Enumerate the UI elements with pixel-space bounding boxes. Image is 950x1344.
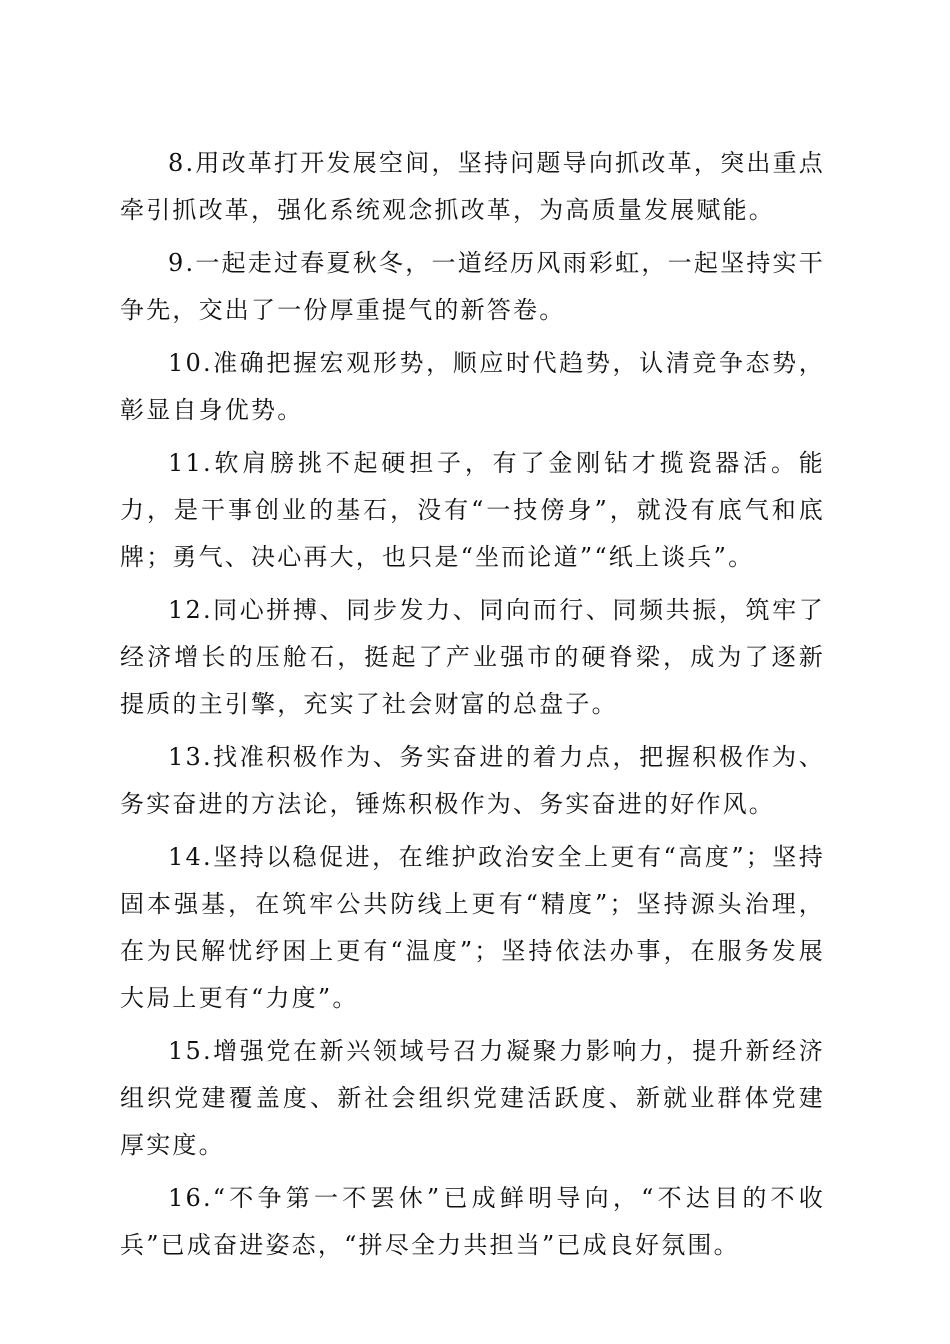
paragraph-11: 11.软肩膀挑不起硬担子，有了金刚钻才揽瓷器活。能力，是干事创业的基石，没有“一技傍身”，就没有底气和底牌；勇气、决心再大，也只是“坐而论道”“纸上谈兵”。 bbox=[120, 449, 825, 571]
paragraph-12: 12.同心拼搏、同步发力、同向而行、同频共振，筑牢了经济增长的压舱石，挺起了产业强市的硬脊梁，成为了逐新提质的主引擎，充实了社会财富的总盘子。 bbox=[120, 596, 825, 718]
paragraph-8: 8.用改革打开发展空间，坚持问题导向抓改革，突出重点牵引抓改革，强化系统观念抓改革，为高质量发展赋能。 bbox=[120, 149, 825, 224]
paragraph-16: 16.“不争第一不罢休”已成鲜明导向，“不达目的不收兵”已成奋进姿态，“拼尽全力共担当”已成良好氛围。 bbox=[120, 1184, 825, 1259]
paragraph-14: 14.坚持以稳促进，在维护政治安全上更有“高度”；坚持固本强基，在筑牢公共防线上更有“精度”；坚持源头治理，在为民解忧纾困上更有“温度”；坚持依法办事，在服务发展大局上更有“力度”。 bbox=[120, 843, 825, 1012]
paragraph-9: 9.一起走过春夏秋冬，一道经历风雨彩虹，一起坚持实干争先，交出了一份厚重提气的新答卷。 bbox=[120, 249, 825, 324]
paragraph-15: 15.增强党在新兴领域号召力凝聚力影响力，提升新经济组织党建覆盖度、新社会组织党建活跃度、新就业群体党建厚实度。 bbox=[120, 1037, 825, 1159]
document-body bbox=[120, 140, 825, 1275]
paragraph-10: 10.准确把握宏观形势，顺应时代趋势，认清竞争态势，彰显自身优势。 bbox=[120, 349, 825, 424]
paragraph-13: 13.找准积极作为、务实奋进的着力点，把握积极作为、务实奋进的方法论，锤炼积极作为、务实奋进的好作风。 bbox=[120, 743, 825, 818]
